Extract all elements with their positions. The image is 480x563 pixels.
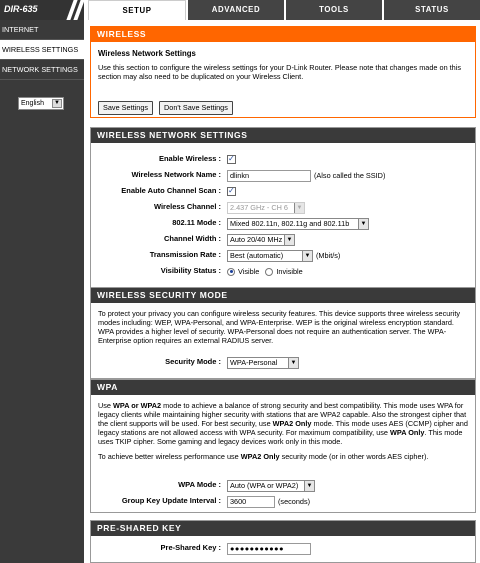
security-mode-panel <box>90 287 476 379</box>
width-select[interactable] <box>227 234 295 246</box>
network-name-row <box>91 169 477 182</box>
visible-radio[interactable] <box>227 268 235 276</box>
invisible-label: Invisible <box>276 267 303 276</box>
sidebar-item-network-settings[interactable]: NETWORK SETTINGS <box>0 60 84 80</box>
enable-wireless-checkbox[interactable] <box>227 155 236 164</box>
wireless-network-settings-panel <box>90 127 476 299</box>
wireless-description: Use this section to configure the wireless settings for your D-Link Router. Please note that changes made on this section may also need to be duplicated on your Wireless Client. <box>98 63 462 81</box>
chevron-down-icon: ▼ <box>294 203 304 213</box>
channel-label: Wireless Channel : <box>153 202 221 211</box>
width-value: Auto 20/40 MHz <box>230 234 283 244</box>
wpa-mode-row <box>91 479 477 492</box>
wpa-performance-note: To achieve better wireless performance use WPA2 Only security mode (or in other words AES cipher). <box>98 452 429 461</box>
rate-label: Transmission Rate : <box>149 250 221 259</box>
width-row <box>91 233 477 246</box>
pre-shared-key-panel <box>90 520 476 563</box>
channel-row <box>91 201 477 214</box>
main-content <box>88 20 480 563</box>
visibility-row <box>91 265 477 278</box>
width-label: Channel Width : <box>163 234 221 243</box>
security-mode-select[interactable] <box>227 357 299 369</box>
language-value: English <box>21 100 44 107</box>
pre-shared-key-title: PRE-SHARED KEY <box>91 521 475 536</box>
tab-advanced[interactable]: ADVANCED <box>188 0 284 20</box>
auto-channel-label: Enable Auto Channel Scan : <box>121 186 221 195</box>
rate-select[interactable] <box>227 250 313 262</box>
main-tabs <box>88 0 480 20</box>
wpa-mode-value: Auto (WPA or WPA2) <box>230 480 299 490</box>
channel-select[interactable] <box>227 202 305 214</box>
channel-value: 2.437 GHz - CH 6 <box>230 202 288 212</box>
wpa-mode-select[interactable] <box>227 480 315 492</box>
wpa-title: WPA <box>91 380 475 395</box>
group-key-interval-label: Group Key Update Interval : <box>121 496 221 505</box>
tab-tools[interactable]: TOOLS <box>286 0 382 20</box>
wireless-subtitle: Wireless Network Settings <box>98 49 196 58</box>
rate-value: Best (automatic) <box>230 250 284 260</box>
chevron-down-icon: ▼ <box>52 99 62 108</box>
pre-shared-key-input[interactable]: ●●●●●●●●●●● <box>227 543 311 555</box>
pre-shared-key-label: Pre-Shared Key : <box>160 543 221 552</box>
wpa-description: Use WPA or WPA2 mode to achieve a balance of strong security and best compatibility. This mode uses WPA for legacy clients while maintaining higher security with stations that are WPA2 capable. Also the strongest cipher that the client supports will be used. For best security, use WPA2 Only mode. This mode uses AES (CCMP) cipher and legacy stations are not allowed access with WPA security. For maximum compatibility, use WPA Only. This mode uses TKIP cipher. Some gaming and legacy devices work only in this mode. <box>98 401 468 446</box>
chevron-down-icon: ▼ <box>358 219 368 229</box>
security-mode-label: Security Mode : <box>165 357 221 366</box>
save-settings-button[interactable]: Save Settings <box>98 101 153 115</box>
tab-status[interactable]: STATUS <box>384 0 480 20</box>
network-settings-title: WIRELESS NETWORK SETTINGS <box>91 128 475 143</box>
auto-channel-checkbox[interactable] <box>227 187 236 196</box>
chevron-down-icon: ▼ <box>288 358 298 368</box>
mode-value: Mixed 802.11n, 802.11g and 802.11b <box>230 218 350 228</box>
group-key-interval-row <box>91 495 477 508</box>
wpa-panel <box>90 379 476 513</box>
language-select[interactable] <box>18 97 64 110</box>
chevron-down-icon: ▼ <box>284 235 294 245</box>
invisible-radio[interactable] <box>265 268 273 276</box>
wireless-panel <box>90 26 476 118</box>
dont-save-settings-button[interactable]: Don't Save Settings <box>159 101 233 115</box>
rate-unit: (Mbit/s) <box>316 251 341 260</box>
rate-row <box>91 249 477 262</box>
enable-wireless-row <box>91 153 477 166</box>
sidebar-item-wireless-settings[interactable]: WIRELESS SETTINGS <box>0 40 84 60</box>
chevron-down-icon: ▼ <box>302 251 312 261</box>
auto-channel-row <box>91 185 477 198</box>
wpa-mode-label: WPA Mode : <box>178 480 221 489</box>
model-label: DIR-635 <box>0 0 84 20</box>
security-mode-title: WIRELESS SECURITY MODE <box>91 288 475 303</box>
security-description: To protect your privacy you can configure wireless security features. This device supports three wireless security modes including: WEP, WPA-Personal, and WPA-Enterprise. WEP is the original wireless encryption standard. WPA provides a higher level of security. WPA-Personal does not require an authentication server. The WPA-Enterprise option requires an external RADIUS server. <box>98 309 461 345</box>
sidebar-item-internet[interactable]: INTERNET <box>0 20 84 40</box>
visible-label: Visible <box>238 267 260 276</box>
security-mode-row <box>91 356 477 369</box>
visibility-label: Visibility Status : <box>160 266 221 275</box>
group-key-interval-unit: (seconds) <box>278 497 311 506</box>
network-name-label: Wireless Network Name : <box>131 170 221 179</box>
tab-setup[interactable]: SETUP <box>88 0 186 20</box>
mode-row <box>91 217 477 230</box>
top-bar <box>0 0 480 20</box>
pre-shared-key-row <box>91 542 477 555</box>
network-name-input[interactable]: dlinkn <box>227 170 311 182</box>
mode-label: 802.11 Mode : <box>172 218 221 227</box>
network-name-note: (Also called the SSID) <box>314 171 386 180</box>
security-mode-value: WPA-Personal <box>230 357 278 367</box>
wireless-title: WIRELESS <box>91 27 475 42</box>
mode-select[interactable] <box>227 218 369 230</box>
group-key-interval-input[interactable]: 3600 <box>227 496 275 508</box>
sidebar <box>0 20 84 563</box>
chevron-down-icon: ▼ <box>304 481 314 491</box>
enable-wireless-label: Enable Wireless : <box>158 154 221 163</box>
